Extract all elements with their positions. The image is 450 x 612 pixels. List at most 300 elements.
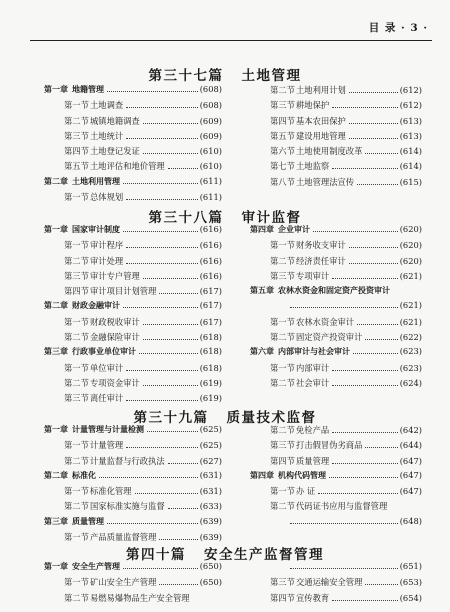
dot-leader	[349, 247, 398, 248]
entry-title: 土地使用制度改革	[296, 146, 363, 157]
page-number: (613)	[399, 115, 422, 126]
entry-number: 第二节	[270, 332, 295, 343]
entry-title: 地籍管理	[72, 85, 104, 94]
toc-column-left	[44, 224, 222, 408]
page-number: (620)	[399, 224, 422, 234]
entry-title: 土地监察	[296, 161, 330, 172]
toc-section-entry[interactable]	[44, 145, 222, 160]
toc-chapter-entry[interactable]	[250, 346, 422, 361]
toc-chapter-entry[interactable]	[250, 224, 422, 239]
toc-section-entry[interactable]	[250, 176, 422, 191]
dot-leader	[123, 231, 198, 232]
entry-title: 免检产品	[296, 425, 330, 435]
entry-number: 第二节	[64, 501, 89, 512]
toc-section-entry[interactable]	[250, 99, 422, 114]
dot-leader	[143, 385, 198, 386]
page-number: (644)	[399, 440, 422, 451]
toc-chapter-entry[interactable]	[44, 300, 222, 315]
entry-title: 专项资金审计	[90, 377, 140, 388]
entry-title: 审计专户管理	[90, 270, 140, 281]
page-number: (650)	[199, 577, 222, 588]
page-number: (621)	[399, 270, 422, 281]
entry-title: 计量管理	[90, 440, 124, 451]
entry-title: 财政税收审计	[90, 316, 140, 327]
dot-leader	[365, 153, 397, 154]
toc-section-entry[interactable]	[44, 191, 222, 206]
toc-chapter-entry[interactable]	[44, 470, 222, 485]
entry-title: 农林水资金审计	[296, 316, 355, 327]
toc-section-entry[interactable]	[250, 160, 422, 175]
page-number: (619)	[199, 377, 222, 388]
entry-number: 第二节	[270, 255, 295, 266]
page-number: (618)	[199, 346, 222, 357]
entry-number: 第三节	[270, 270, 295, 281]
dot-leader	[159, 584, 197, 585]
page-number: (617)	[199, 286, 222, 297]
page-number: (616)	[199, 240, 222, 251]
entry-number: 第一节	[64, 440, 89, 451]
entry-title: 金融保险审计	[90, 332, 140, 343]
dot-leader	[159, 293, 197, 294]
entry-title: 土地管理法宣传	[296, 176, 355, 187]
toc-section-entry[interactable]	[250, 84, 422, 99]
dot-leader	[332, 463, 397, 464]
entry-number: 第一节	[270, 362, 295, 373]
page-number: (608)	[199, 100, 222, 111]
dot-leader	[332, 600, 397, 601]
page-number: (642)	[399, 425, 422, 435]
page-number: (611)	[199, 192, 222, 203]
entry-number: 第二章	[44, 470, 68, 480]
dot-leader	[357, 324, 398, 325]
toc-section-entry[interactable]	[250, 516, 422, 531]
toc-section-entry[interactable]	[44, 115, 222, 130]
entry-number: 第四章	[250, 470, 274, 480]
toc-section-entry[interactable]	[44, 485, 222, 500]
toc-chapter-entry[interactable]	[44, 424, 222, 439]
part-title	[0, 406, 450, 426]
entry-number: 第三节	[270, 440, 295, 451]
page-number: (625)	[199, 440, 222, 451]
entry-number: 第四节	[270, 592, 295, 603]
part-name: 土地管理	[241, 68, 302, 84]
dot-leader	[126, 247, 197, 248]
entry-title: 企业审计	[278, 225, 310, 234]
entry-title: 办 证	[296, 486, 316, 497]
entry-title: 建设用地管理	[296, 130, 346, 141]
page-number: (620)	[399, 240, 422, 251]
dot-leader	[143, 123, 198, 124]
toc-section-entry[interactable]	[250, 500, 422, 515]
entry-number: 第四节	[64, 146, 89, 157]
entry-title: 土地利用管理	[72, 176, 120, 186]
entry-number: 第一节	[64, 532, 89, 543]
dot-leader	[123, 183, 198, 184]
toc-section-entry[interactable]	[250, 300, 422, 315]
entry-title: 耕地保护	[296, 100, 330, 111]
part-number: 第三十八篇	[148, 210, 224, 226]
entry-number: 第一节	[270, 486, 295, 497]
entry-number: 第一章	[44, 562, 68, 571]
page-number: (616)	[199, 270, 222, 281]
entry-number: 第三章	[44, 516, 68, 526]
dot-leader	[139, 353, 198, 354]
entry-number: 第七节	[270, 161, 295, 172]
toc-section-entry[interactable]	[44, 439, 222, 454]
entry-number: 第二节	[64, 592, 89, 603]
dot-leader	[290, 568, 398, 569]
entry-title: 土地登记发证	[90, 146, 140, 157]
page-number: (631)	[199, 486, 222, 497]
page-number: (608)	[199, 84, 222, 94]
entry-title: 离任审计	[90, 393, 124, 404]
page-number: (623)	[399, 362, 422, 373]
toc-chapter-entry[interactable]	[250, 470, 422, 485]
dot-leader	[143, 278, 198, 279]
dot-leader	[349, 92, 398, 93]
dot-leader	[126, 370, 197, 371]
toc-section-entry[interactable]	[250, 362, 422, 377]
entry-title: 代码证书应用与监督管理	[296, 501, 388, 512]
toc-section-entry[interactable]	[250, 424, 422, 439]
entry-number: 第三节	[64, 393, 89, 404]
dot-leader	[168, 508, 198, 509]
page-number: (650)	[199, 561, 222, 571]
entry-number: 第二节	[270, 377, 295, 388]
dot-leader	[329, 477, 398, 478]
toc-section-entry[interactable]	[44, 270, 222, 285]
page-number: (614)	[399, 146, 422, 157]
page-number: (614)	[399, 161, 422, 172]
header-rule	[30, 40, 432, 41]
entry-number: 第二节	[64, 455, 89, 466]
dot-leader	[349, 123, 398, 124]
dot-leader	[147, 431, 198, 432]
entry-title: 城镇地籍调查	[90, 115, 140, 126]
entry-number: 第二节	[64, 377, 89, 388]
entry-number: 第四节	[270, 115, 295, 126]
page-number: (610)	[199, 146, 222, 157]
entry-title: 总体规划	[90, 192, 124, 203]
toc-section-entry[interactable]	[44, 592, 222, 607]
page-number: (620)	[399, 255, 422, 266]
entry-title: 质量管理	[296, 455, 330, 466]
toc-section-entry[interactable]	[44, 377, 222, 392]
entry-number: 第一章	[44, 425, 68, 434]
page-number: (631)	[199, 469, 222, 480]
entry-number: 第二节	[64, 115, 89, 126]
page-number: (633)	[199, 501, 222, 512]
entry-number: 第三节	[270, 100, 295, 111]
entry-title: 专项审计	[296, 270, 330, 281]
toc-section-entry[interactable]	[250, 331, 422, 346]
toc-section-entry[interactable]	[250, 377, 422, 392]
toc-section-entry[interactable]	[250, 561, 422, 576]
toc-section-entry[interactable]	[44, 455, 222, 470]
dot-leader	[123, 568, 198, 569]
entry-number: 第五节	[64, 161, 89, 172]
part-name: 审计监督	[241, 210, 302, 226]
entry-number: 第三节	[270, 577, 295, 588]
page-number: (639)	[199, 532, 222, 543]
toc-section-entry[interactable]	[250, 439, 422, 454]
dot-leader	[107, 523, 198, 524]
toc-column-right	[250, 424, 422, 531]
page-number: (621)	[399, 316, 422, 327]
part-title	[0, 543, 450, 563]
entry-number: 第六节	[270, 146, 295, 157]
toc-section-entry[interactable]	[44, 331, 222, 346]
page-number: (615)	[399, 176, 422, 187]
toc-chapter-entry[interactable]	[44, 516, 222, 531]
entry-number: 第二章	[44, 176, 68, 186]
entry-title: 土地调查	[90, 100, 124, 111]
toc-section-entry[interactable]	[250, 115, 422, 130]
entry-number: 第一节	[64, 486, 89, 497]
toc-section-entry[interactable]	[44, 285, 222, 300]
entry-title: 审计项目计划管理	[90, 286, 157, 297]
entry-number: 第二节	[270, 501, 295, 512]
dot-leader	[349, 263, 398, 264]
entry-number: 第一节	[64, 362, 89, 373]
entry-title: 标准化	[72, 470, 96, 480]
part-number: 第三十九篇	[133, 410, 209, 426]
entry-number: 第四节	[64, 286, 89, 297]
entry-number: 第三节	[64, 130, 89, 141]
entry-title: 审计处理	[90, 255, 124, 266]
entry-title: 交通运输安全管理	[296, 577, 363, 588]
part-name: 安全生产监督管理	[204, 547, 324, 563]
toc-section-entry[interactable]	[250, 455, 422, 470]
entry-title: 财务收支审计	[296, 240, 346, 251]
page-number: (612)	[399, 100, 422, 111]
dot-leader	[107, 91, 198, 92]
toc-section-entry[interactable]	[44, 576, 222, 591]
page-number: (612)	[399, 85, 422, 95]
page-number: (618)	[199, 362, 222, 373]
toc-column-left	[44, 561, 222, 607]
entry-title: 审计程序	[90, 240, 124, 251]
part-number: 第四十篇	[126, 547, 186, 563]
toc-section-entry[interactable]	[250, 485, 422, 500]
toc-column-right	[250, 84, 422, 191]
entry-number: 第一节	[64, 316, 89, 327]
dot-leader	[126, 263, 197, 264]
page-number: (654)	[399, 592, 422, 603]
entry-title: 单位审计	[90, 362, 124, 373]
entry-title: 基本农田保护	[296, 115, 346, 126]
dot-leader	[365, 447, 397, 448]
entry-title: 行政事业单位审计	[72, 347, 136, 357]
part-number: 第三十七篇	[148, 68, 224, 84]
part-name: 质量技术监督	[226, 410, 317, 426]
entry-number: 第一章	[44, 225, 68, 234]
entry-title: 固定资产投资审计	[296, 332, 363, 343]
toc-section-entry[interactable]	[44, 239, 222, 254]
entry-title: 内部审计	[296, 362, 330, 373]
entry-number: 第二节	[64, 255, 89, 266]
page-number: (622)	[399, 332, 422, 343]
entry-title: 计量监督与行政执法	[90, 455, 165, 466]
toc-chapter-entry[interactable]	[44, 346, 222, 361]
entry-number: 第二节	[270, 85, 295, 95]
page-number: (613)	[399, 130, 422, 141]
page-number: (648)	[399, 515, 422, 526]
page-number: (653)	[399, 577, 422, 588]
toc-section-entry[interactable]	[250, 255, 422, 270]
entry-title: 土地利用计划	[296, 85, 346, 95]
entry-number: 第二章	[44, 301, 68, 311]
entry-title: 宣传教育	[296, 592, 330, 603]
entry-title: 打击假冒伪劣商品	[296, 440, 363, 451]
part-title	[0, 206, 450, 226]
entry-title: 安全生产管理	[72, 562, 120, 571]
toc-section-entry[interactable]	[44, 130, 222, 145]
page-number: (616)	[199, 255, 222, 266]
toc-section-entry[interactable]	[44, 99, 222, 114]
dot-leader	[332, 385, 397, 386]
toc-section-entry[interactable]	[250, 130, 422, 145]
toc-section-entry[interactable]	[250, 239, 422, 254]
toc-section-entry[interactable]	[250, 270, 422, 285]
dot-leader	[332, 278, 397, 279]
dot-leader	[126, 138, 197, 139]
entry-title: 标准化管理	[90, 486, 132, 497]
entry-number: 第八节	[270, 176, 295, 187]
entry-number: 第三章	[44, 347, 68, 357]
dot-leader	[332, 107, 397, 108]
page-number: (617)	[199, 300, 222, 311]
page-number: (616)	[199, 224, 222, 234]
toc-section-entry[interactable]	[250, 576, 422, 591]
toc-section-entry[interactable]	[44, 500, 222, 515]
toc-section-entry[interactable]	[44, 160, 222, 175]
page-number: (647)	[399, 455, 422, 466]
page-number: (617)	[199, 316, 222, 327]
entry-title: 财政金融审计	[72, 301, 120, 311]
entry-title: 农林水资金和固定资产投资审计	[278, 286, 390, 296]
page-number: (651)	[399, 561, 422, 571]
toc-column-left	[44, 424, 222, 546]
entry-number: 第一节	[64, 192, 89, 203]
dot-leader	[143, 324, 198, 325]
dot-leader	[126, 400, 197, 401]
entry-number: 第一章	[44, 85, 68, 94]
page-number: (611)	[199, 175, 222, 186]
dot-leader	[332, 432, 397, 433]
toc-chapter-entry[interactable]	[44, 561, 222, 576]
entry-title: 社会审计	[296, 377, 330, 388]
entry-number: 第一节	[270, 316, 295, 327]
dot-leader	[318, 493, 397, 494]
entry-title: 国家标准实施与监督	[90, 501, 165, 512]
toc-section-entry[interactable]	[250, 145, 422, 160]
entry-number: 第五章	[250, 286, 274, 296]
page-number: (609)	[199, 115, 222, 126]
page-number: (623)	[399, 346, 422, 357]
dot-leader	[135, 493, 198, 494]
entry-number: 第二节	[64, 332, 89, 343]
toc-column-right	[250, 224, 422, 392]
toc-chapter-entry[interactable]	[250, 285, 422, 300]
entry-title: 计量管理与计量检测	[72, 425, 144, 434]
page-number: (610)	[199, 161, 222, 172]
dot-leader	[290, 523, 398, 524]
entry-number: 第一节	[64, 577, 89, 588]
entry-title: 易燃易爆物品生产安全管理	[90, 592, 190, 603]
part-title	[0, 64, 450, 84]
toc-section-entry[interactable]	[44, 362, 222, 377]
page-number: (647)	[399, 469, 422, 480]
dot-leader	[126, 447, 197, 448]
dot-leader	[123, 307, 198, 308]
running-head: 目 录 · 3 ·	[368, 22, 428, 34]
toc-column-right	[250, 561, 422, 607]
dot-leader	[349, 138, 398, 139]
page-number: (627)	[199, 455, 222, 466]
dot-leader	[332, 370, 397, 371]
entry-number: 第六章	[250, 347, 274, 357]
entry-title: 矿山安全生产管理	[90, 577, 157, 588]
dot-leader	[168, 463, 198, 464]
dot-leader	[143, 153, 198, 154]
dot-leader	[159, 539, 197, 540]
toc-section-entry[interactable]	[250, 316, 422, 331]
dot-leader	[168, 168, 198, 169]
toc-chapter-entry[interactable]	[44, 176, 222, 191]
entry-title: 机构代码管理	[278, 470, 326, 480]
toc-section-entry[interactable]	[250, 592, 422, 607]
dot-leader	[365, 584, 397, 585]
page-number: (621)	[399, 300, 422, 311]
entry-number: 第一节	[64, 240, 89, 251]
toc-section-entry[interactable]	[44, 255, 222, 270]
entry-title: 内部审计与社会审计	[278, 347, 350, 357]
dot-leader	[143, 339, 198, 340]
entry-number: 第五节	[270, 130, 295, 141]
dot-leader	[126, 107, 197, 108]
toc-section-entry[interactable]	[44, 316, 222, 331]
page-number: (609)	[199, 130, 222, 141]
entry-title: 国家审计制度	[72, 225, 120, 234]
entry-title: 土地统计	[90, 130, 124, 141]
dot-leader	[313, 231, 398, 232]
toc-chapter-entry[interactable]	[44, 224, 222, 239]
dot-leader	[126, 199, 197, 200]
entry-title: 土地评估和地价管理	[90, 161, 165, 172]
page-number: (618)	[199, 332, 222, 343]
dot-leader	[357, 184, 398, 185]
entry-number: 第四节	[270, 455, 295, 466]
page-number: (647)	[399, 486, 422, 497]
entry-number: 第三节	[64, 270, 89, 281]
entry-number: 第四章	[250, 225, 274, 234]
entry-number: 第一节	[270, 240, 295, 251]
page-number: (624)	[399, 377, 422, 388]
entry-title: 经济责任审计	[296, 255, 346, 266]
page-number: (625)	[199, 424, 222, 434]
toc-column-left	[44, 84, 222, 206]
dot-leader	[290, 307, 398, 308]
dot-leader	[332, 168, 397, 169]
entry-number: 第一节	[64, 100, 89, 111]
dot-leader	[353, 353, 398, 354]
entry-number: 第二节	[270, 425, 295, 435]
entry-title: 产品质量监督管理	[90, 532, 157, 543]
toc-chapter-entry[interactable]	[44, 84, 222, 99]
dot-leader	[365, 339, 397, 340]
page-number: (639)	[199, 515, 222, 526]
